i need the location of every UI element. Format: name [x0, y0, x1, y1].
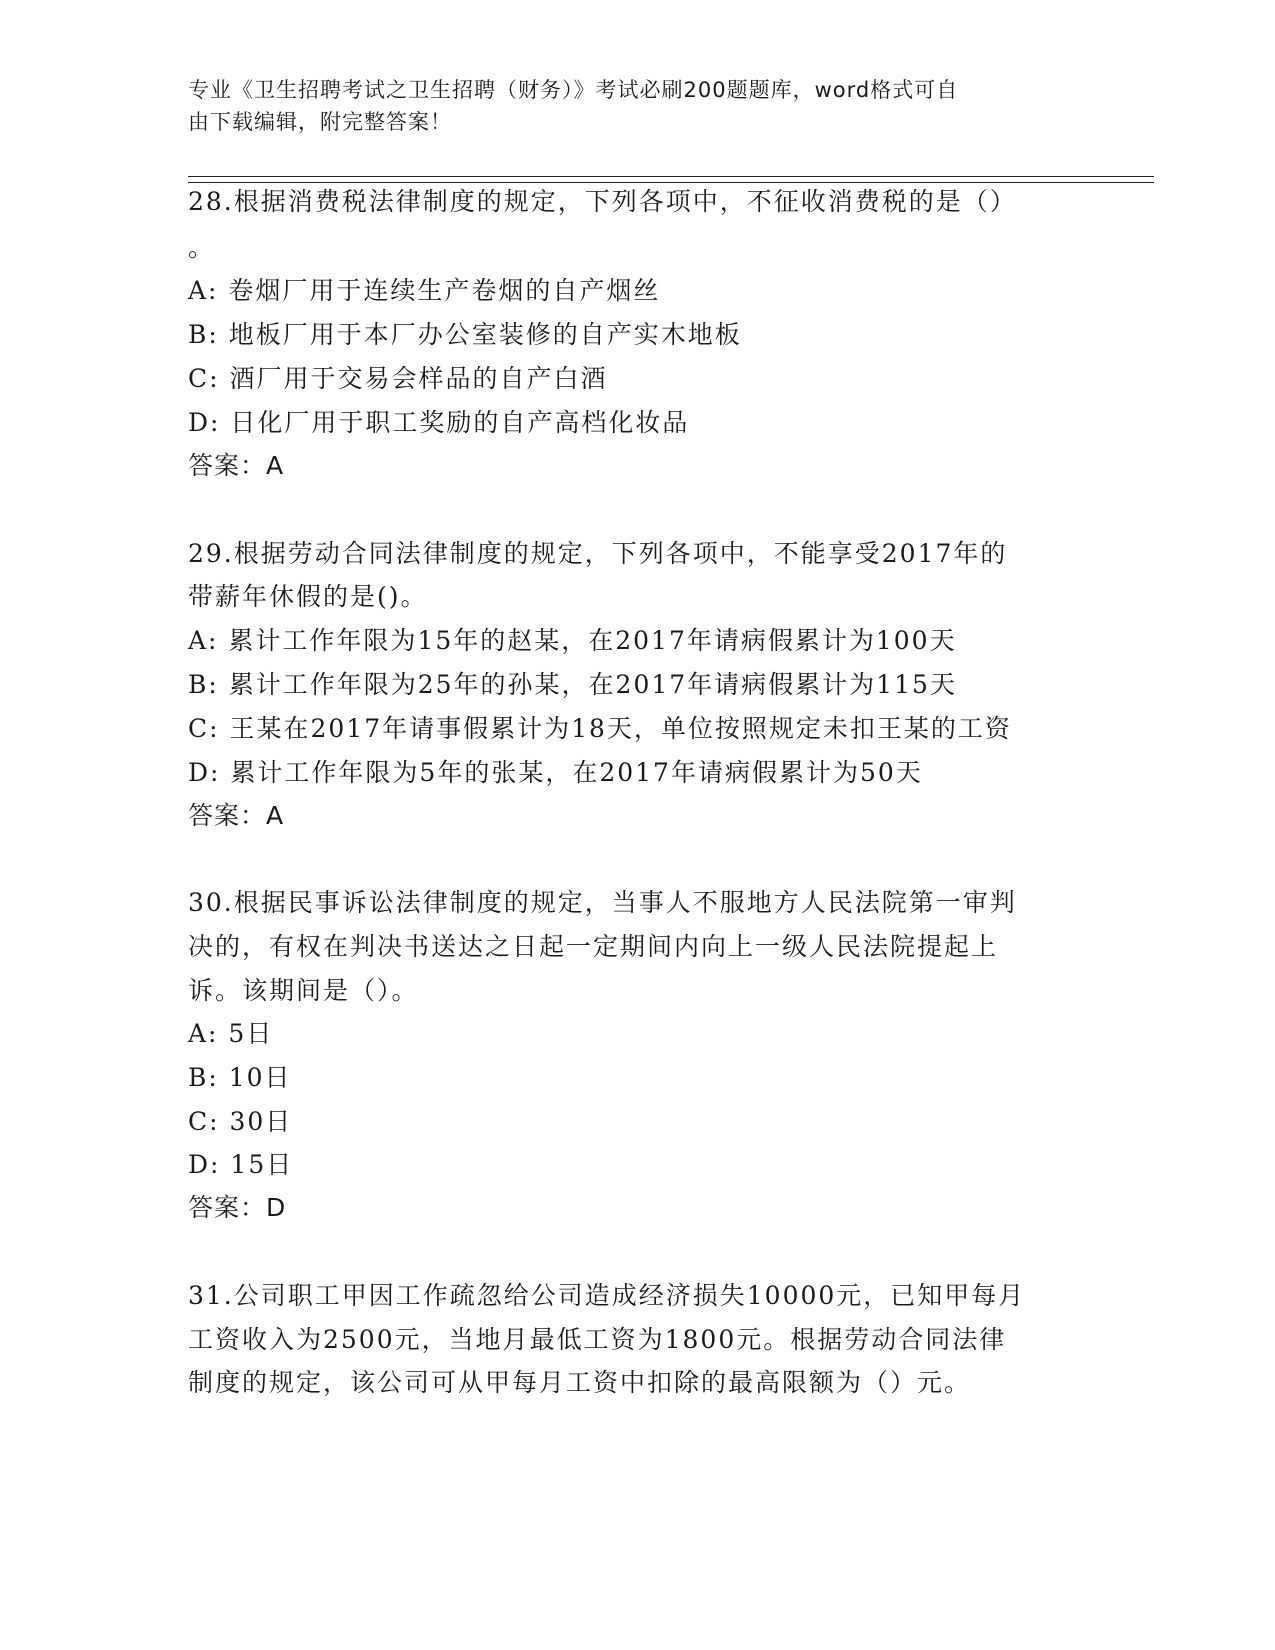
- question-28-option-a: A: 卷烟厂用于连续生产卷烟的自产烟丝: [188, 276, 661, 305]
- question-28-text-line-2: 。: [188, 233, 216, 262]
- question-29-option-d: D: 累计工作年限为5年的张某，在2017年请病假累计为50天: [188, 758, 923, 787]
- document-header: [188, 74, 1068, 138]
- question-30-text-line-3: 诉。该期间是（）。: [188, 976, 419, 1005]
- question-29-text-line-2: 带薪年休假的是()。: [188, 582, 428, 611]
- header-line-1: 专业《卫生招聘考试之卫生招聘（财务）》考试必刷200题题库，word格式可自: [188, 78, 959, 102]
- header-divider-bottom: [188, 182, 1154, 183]
- question-29-option-a: A: 累计工作年限为15年的赵某，在2017年请病假累计为100天: [188, 626, 957, 655]
- question-30-option-c: C: 30日: [188, 1107, 293, 1136]
- question-29-option-c: C: 王某在2017年请事假累计为18天，单位按照规定未扣王某的工资: [188, 714, 1012, 743]
- header-divider-top: [188, 176, 1154, 177]
- question-30-option-a: A: 5日: [188, 1019, 274, 1048]
- question-28-text-line-1: 28.根据消费税法律制度的规定，下列各项中，不征收消费税的是（）: [188, 187, 1017, 216]
- question-31-text-line-3: 制度的规定，该公司可从甲每月工资中扣除的最高限额为（）元。: [188, 1368, 972, 1397]
- question-30-answer: 答案：D: [188, 1193, 287, 1222]
- header-line-2: 由下载编辑，附完整答案！: [188, 110, 452, 134]
- question-30-option-b: B: 10日: [188, 1063, 292, 1092]
- question-29-answer: 答案：A: [188, 801, 285, 830]
- question-31-text-line-2: 工资收入为2500元，当地月最低工资为1800元。根据劳动合同法律: [188, 1325, 1007, 1354]
- question-30-text-line-1: 30.根据民事诉讼法律制度的规定，当事人不服地方人民法院第一审判: [188, 888, 1017, 917]
- question-29-option-b: B: 累计工作年限为25年的孙某，在2017年请病假累计为115天: [188, 670, 957, 699]
- question-30-option-d: D: 15日: [188, 1150, 294, 1179]
- question-30-text-line-2: 决的，有权在判决书送达之日起一定期间内向上一级人民法院提起上: [188, 932, 999, 961]
- question-28-option-b: B: 地板厂用于本厂办公室装修的自产实木地板: [188, 320, 742, 349]
- question-28-option-d: D: 日化厂用于职工奖励的自产高档化妆品: [188, 408, 690, 437]
- question-29-text-line-1: 29.根据劳动合同法律制度的规定，下列各项中，不能享受2017年的: [188, 539, 1008, 568]
- question-28-option-c: C: 酒厂用于交易会样品的自产白酒: [188, 364, 608, 393]
- question-31-text-line-1: 31.公司职工甲因工作疏忽给公司造成经济损失10000元，已知甲每月: [188, 1281, 1026, 1310]
- question-28-answer: 答案：A: [188, 451, 285, 480]
